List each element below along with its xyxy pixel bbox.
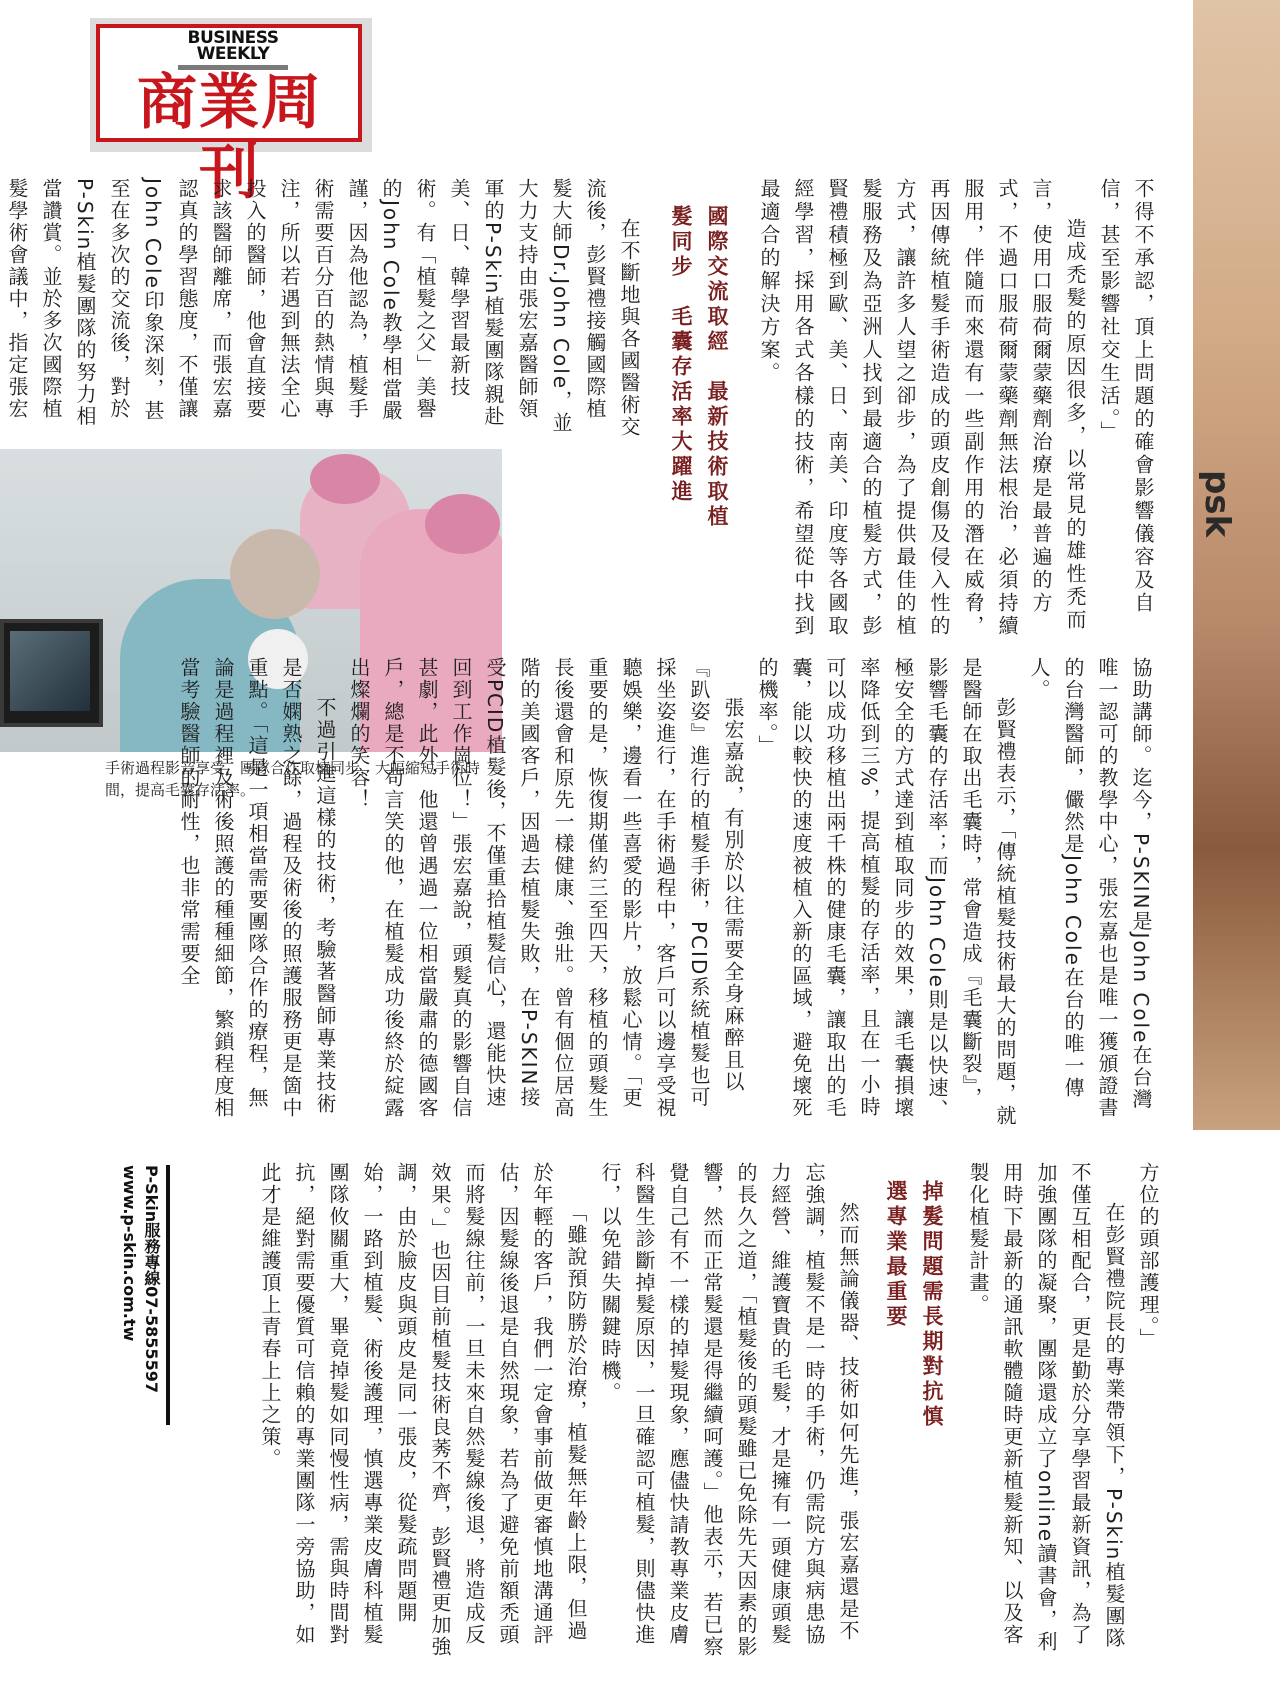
business-weekly-logo — [90, 18, 372, 208]
article-paragraph: 方位的頭部護理。」 — [1136, 1162, 1160, 1350]
service-hotline: P-Skin服務專線07-5855597 — [142, 1165, 161, 1393]
section-heading-text: 掉髮問題需長期對抗慎選專業最重要 — [884, 1180, 944, 1430]
article-paragraph: 不得不承認，頂上問題的確會影響儀容及自信，甚至影響社交生活。」 — [1097, 178, 1155, 615]
article-paragraph: 然而無論儀器、技術如何先進，張宏嘉還是不忘強調，植髮不是一時的手術，仍需院方與病患協力經營、維護寶貴的毛髮，才是擁有一頭健康頭髮的長久之道，「植髮後的頭髮雖已免除先天因素的影響，然而正常髮還是得繼續呵護。」他表示，若已察覺自己有不一樣的掉髮現象，應儘快請教專業皮膚科醫生診斷掉髮原因，一旦確認可植髮，則儘快進行，以免錯失關鍵時機。 — [598, 1162, 860, 1658]
article-column-3 — [98, 657, 1158, 1127]
article-paragraph: 造成禿髮的原因很多，以常見的雄性禿而言，使用口服荷爾蒙藥劑治療是最普遍的方式，不過口服荷爾蒙藥劑無法根治，必須持續服用，伴隨而來還有一些副作用的潛在威脅，再因傳統植髮手術造成的頭皮創傷及侵入性的方式，讓許多人望之卻步，為了提供最佳的植髮服務及為亞洲人找到最適合的植髮方式，彭賢禮積極到歐、美、日、南美、印度等各國取經學習，採用各式各樣的技術，希望從中找到最適合的解決方案。 — [757, 178, 1087, 638]
article-paragraph: 在不斷地與各國醫術交流後，彭賢禮接觸國際植髮大師Dr.John Cole，並大力支持由張宏嘉醫師領軍的P-Skin植髮團隊親赴美、日、韓學習最新技術。有「植髮之父」美譽的John Cole教學相當嚴謹，因為他認為，植髮手術需要百分百的熱情與專注，所以若遇到無法全心投入的醫師，他會直接要求該醫師離席，而張宏嘉認真的學習態度，不僅讓John Cole印象深刻，甚至在多次的交流後，對於P-Skin植髮團隊的努力相當讚賞。並於多次國際植髮學術會議中，指定張宏 — [5, 178, 641, 438]
edge-photo-text: psk — [1197, 470, 1237, 538]
section-heading-2 — [870, 1180, 950, 1430]
logo-english: BUSINESS WEEKLY — [187, 28, 279, 64]
service-website[interactable]: www.p-skin.com.tw — [120, 1165, 139, 1342]
section-heading-1 — [655, 205, 735, 535]
article-paragraph: 彭賢禮表示，「傳統植髮技術最大的問題，就是醫師在取出毛囊時，常會造成『毛囊斷裂』，影響毛囊的存活率；而John Cole則是以快速、極安全的方式達到植取同步的效果，讓毛囊損壞率降低到三%，提高植髮的存活率，且在一小時可以成功移植出兩千株的健康毛囊，讓取出的毛囊，能以較快的速度被植入新的區域，避免壞死的機率。」 — [755, 657, 1017, 1127]
photo-caption: 手術過程影音享受，團隊合作取植同步，大幅縮短手術時間，提高毛囊存活率。 — [105, 759, 481, 799]
service-info — [118, 1165, 170, 1425]
article-column-4 — [965, 1162, 1165, 1662]
article-paragraph: 協助講師。迄今，P-SKIN是John Cole在台灣唯一認可的教學中心，張宏嘉也是唯一獲頒證書的台灣醫師，儼然是John Cole在台的唯一傳人。 — [1027, 657, 1153, 1119]
article-paragraph: 張宏嘉說，有別於以往需要全身麻醉且以『趴姿』進行的植髮手術，PCID系統植髮也可採坐姿進行，在手術過程中，客戶可以邊享受視聽娛樂，邊看一些喜愛的影片，放鬆心情。「更重要的是，恢復期僅約三至四天，移植的頭髮生長後還會和原先一樣健康、強壯。曾有個位居高階的美國客戶，因過去植髮失敗，在P-SKIN接受PCID植髮後，不僅重拾植髮信心，還能快速回到工作崗位！」張宏嘉說，頭髮真的影響自信甚劇，此外，他還曾遇過一位相當嚴肅的德國客戶，總是不苟言笑的他，在植髮成功後終於綻露出燦爛的笑容！ — [347, 657, 745, 1119]
article-paragraph: 不過引進這樣的技術，考驗著醫師專業技術是否嫻熟之餘，過程及術後的照護服務更是箇中重點。「這是一項相當需要團隊合作的療程，無論是過程裡及術後照護的種種細節，繁鎖程度相當考驗醫師的耐性，也非常需要全 — [177, 657, 337, 1119]
article-paragraph: 在彭賢禮院長的專業帶領下，P-Skin植髮團隊不僅互相配合，更是勤於分享學習最新資訊，為了加強團隊的凝聚，團隊還成立了online讀書會，利用時下最新的通訊軟體隨時更新植髮新知、以及客製化植髮計畫。 — [966, 1162, 1126, 1654]
article-column-2 — [5, 178, 646, 440]
edge-photo — [1193, 0, 1280, 1130]
monitor-icon — [0, 619, 103, 727]
section-heading-text: 國際交流取經 最新技術取植髮同步 毛囊存活率大躍進 — [669, 205, 729, 530]
article-column-5 — [185, 1162, 865, 1662]
article-paragraph: 「雖說預防勝於治療，植髮無年齡上限，但過於年輕的客戶，我們一定會事前做更審慎地溝通評估，因髮線後退是自然現象，若為了避免前額禿頭而將髮線往前，一旦未來自然髮線後退，將造成反效果。」也因目前植髮技術良莠不齊，彭賢禮更加強調，由於臉皮與頭皮是同一張皮，從髮疏問題開始，一路到植髮、術後護理，慎選專業皮膚科植髮團隊攸關重大，畢竟掉髮如同慢性病，需與時間對抗，絕對需要優質可信賴的專業團隊一旁協助，如此才是維護頂上青春上上之策。 — [258, 1162, 588, 1658]
logo-chinese: 商業周刊 — [137, 68, 323, 208]
article-column-1 — [740, 178, 1160, 638]
